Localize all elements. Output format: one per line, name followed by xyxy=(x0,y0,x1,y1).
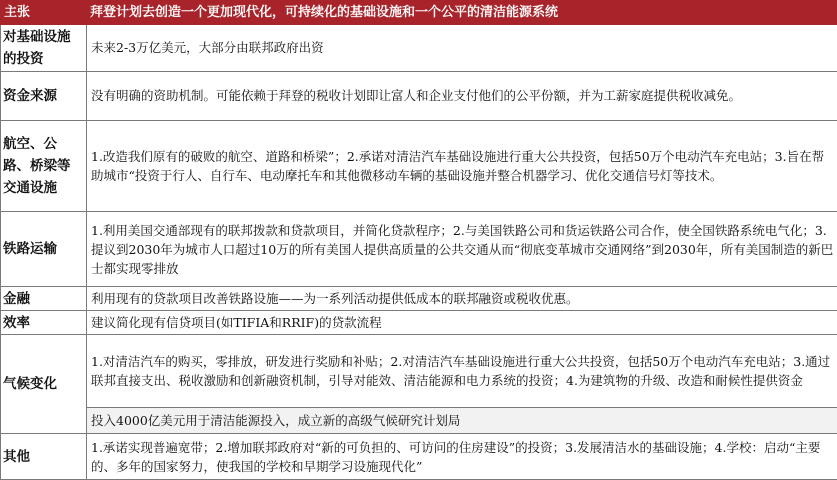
row-key-efficiency: 效率 xyxy=(1,311,87,335)
row-value-other: 1.承诺实现普遍宽带；2.增加联邦政府对“新的可负担的、可访问的住房建设”的投资；3.发展清洁水的基础设施；4.学校：启动“主要的、多年的国家努力，使我国的学校和早期学习设施现代化” xyxy=(87,434,837,480)
row-value-climate: 1.对清洁汽车的购买，零排放，研发进行奖励和补贴；2.对清洁汽车基础设施进行重大公共投资，包括50万个电动汽车充电站；3.通过联邦直接支出、税收激励和创新融资机制，引导对能效、清洁能源和电力系统的投资；4.为建筑物的升级、改造和耐候性提供资金 xyxy=(87,335,837,408)
table-row xyxy=(1,71,837,120)
header-col-claim: 主张 xyxy=(1,1,87,25)
table-row xyxy=(1,335,837,408)
table-row xyxy=(1,120,837,212)
row-value-climate-extra: 投入4000亿美元用于清洁能源投入，成立新的高级气候研究计划局 xyxy=(87,408,837,434)
table-row xyxy=(1,212,837,287)
table-row xyxy=(1,24,837,71)
table-row xyxy=(1,408,837,434)
row-value-finance: 利用现有的贷款项目改善铁路设施——为一系列活动提供低成本的联邦融资或税收优惠。 xyxy=(87,287,837,311)
table-row xyxy=(1,311,837,335)
table-header-row xyxy=(1,1,837,25)
row-key-rail: 铁路运输 xyxy=(1,212,87,287)
table-row xyxy=(1,287,837,311)
row-key-finance: 金融 xyxy=(1,287,87,311)
row-value-rail: 1.利用美国交通部现有的联邦拨款和贷款项目，并简化贷款程序；2.与美国铁路公司和货运铁路公司合作，使全国铁路系统电气化；3.提议到2030年为城市人口超过10万的所有美国人提供高质量的公共交通从而“彻底变革城市交通网络”到2030年，所有美国制造的新巴士都实现零排放 xyxy=(87,212,837,287)
row-key-climate: 气候变化 xyxy=(1,335,87,434)
row-value-investment: 未来2-3万亿美元，大部分由联邦政府出资 xyxy=(87,24,837,71)
table-row xyxy=(1,434,837,480)
row-value-funding: 没有明确的资助机制。可能依赖于拜登的税收计划即让富人和企业支付他们的公平份额，并为工薪家庭提供税收减免。 xyxy=(87,71,837,120)
row-value-efficiency: 建议简化现有信贷项目(如TIFIA和RRIF)的贷款流程 xyxy=(87,311,837,335)
row-key-investment: 对基础设施的投资 xyxy=(1,24,87,71)
header-col-plan: 拜登计划去创造一个更加现代化，可持续化的基础设施和一个公平的清洁能源系统 xyxy=(87,1,837,25)
row-key-other: 其他 xyxy=(1,434,87,480)
row-key-transport: 航空、公路、桥梁等交通设施 xyxy=(1,120,87,212)
row-key-funding: 资金来源 xyxy=(1,71,87,120)
row-value-transport: 1.改造我们原有的破败的航空、道路和桥梁”；2.承诺对清洁汽车基础设施进行重大公共投资，包括50万个电动汽车充电站；3.旨在帮助城市“投资于行人、自行车、电动摩托车和其他微移动车辆的基础设施并整合机器学习、优化交通信号灯等技术。 xyxy=(87,120,837,212)
